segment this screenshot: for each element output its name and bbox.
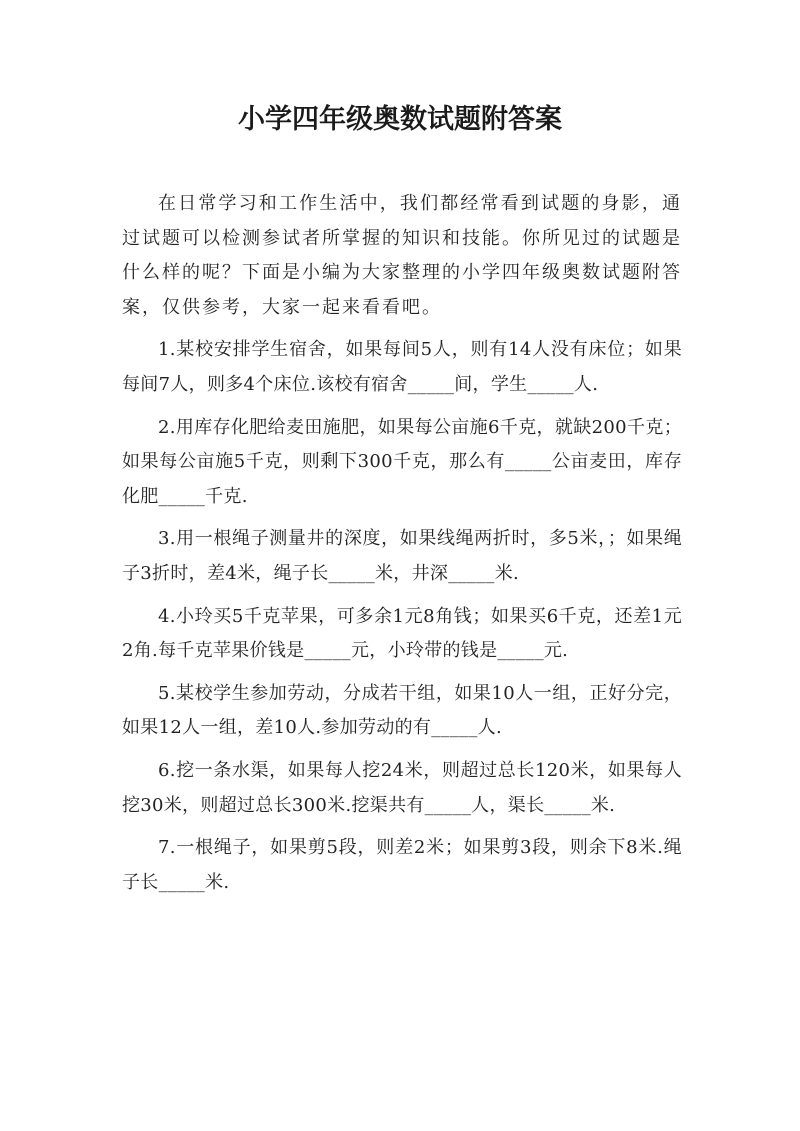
question-4: 4.小玲买5千克苹果，可多余1元8角钱；如果买6千克，还差1元2角.每千克苹果价钱是_____元，小玲带的钱是_____元. — [122, 605, 682, 662]
question-5: 5.某校学生参加劳动，分成若干组，如果10人一组，正好分完，如果12人一组，差10人.参加劳动的有_____人. — [122, 682, 682, 739]
document-body — [122, 187, 682, 900]
question-3: 3.用一根绳子测量井的深度，如果线绳两折时，多5米，；如果绳子3折时，差4米，绳子长_____米，井深_____米. — [122, 528, 682, 584]
intro-paragraph: 在日常学习和工作生活中，我们都经常看到试题的身影，通过试题可以检测参试者所掌握的知识和技能。你所见过的试题是什么样的呢？下面是小编为大家整理的小学四年级奥数试题附答案，仅供参考，大家一起来看看吧。 — [122, 193, 682, 318]
question-6: 6.挖一条水渠，如果每人挖24米，则超过总长120米，如果每人挖30米，则超过总长300米.挖渠共有_____人，渠长_____米. — [122, 759, 682, 816]
document-title: 小学四年级奥数试题附答案 — [238, 104, 562, 135]
question-1: 1.某校安排学生宿舍，如果每间5人，则有14人没有床位；如果每间7人，则多4个床位.该校有宿舍_____间，学生_____人. — [122, 339, 682, 395]
question-7: 7.一根绳子，如果剪5段，则差2米；如果剪3段，则余下8米.绳子长_____米. — [122, 837, 682, 893]
question-2: 2.用库存化肥给麦田施肥，如果每公亩施6千克，就缺200千克；如果每公亩施5千克，则剩下300千克，那么有_____公亩麦田，库存化肥_____千克. — [122, 416, 682, 507]
